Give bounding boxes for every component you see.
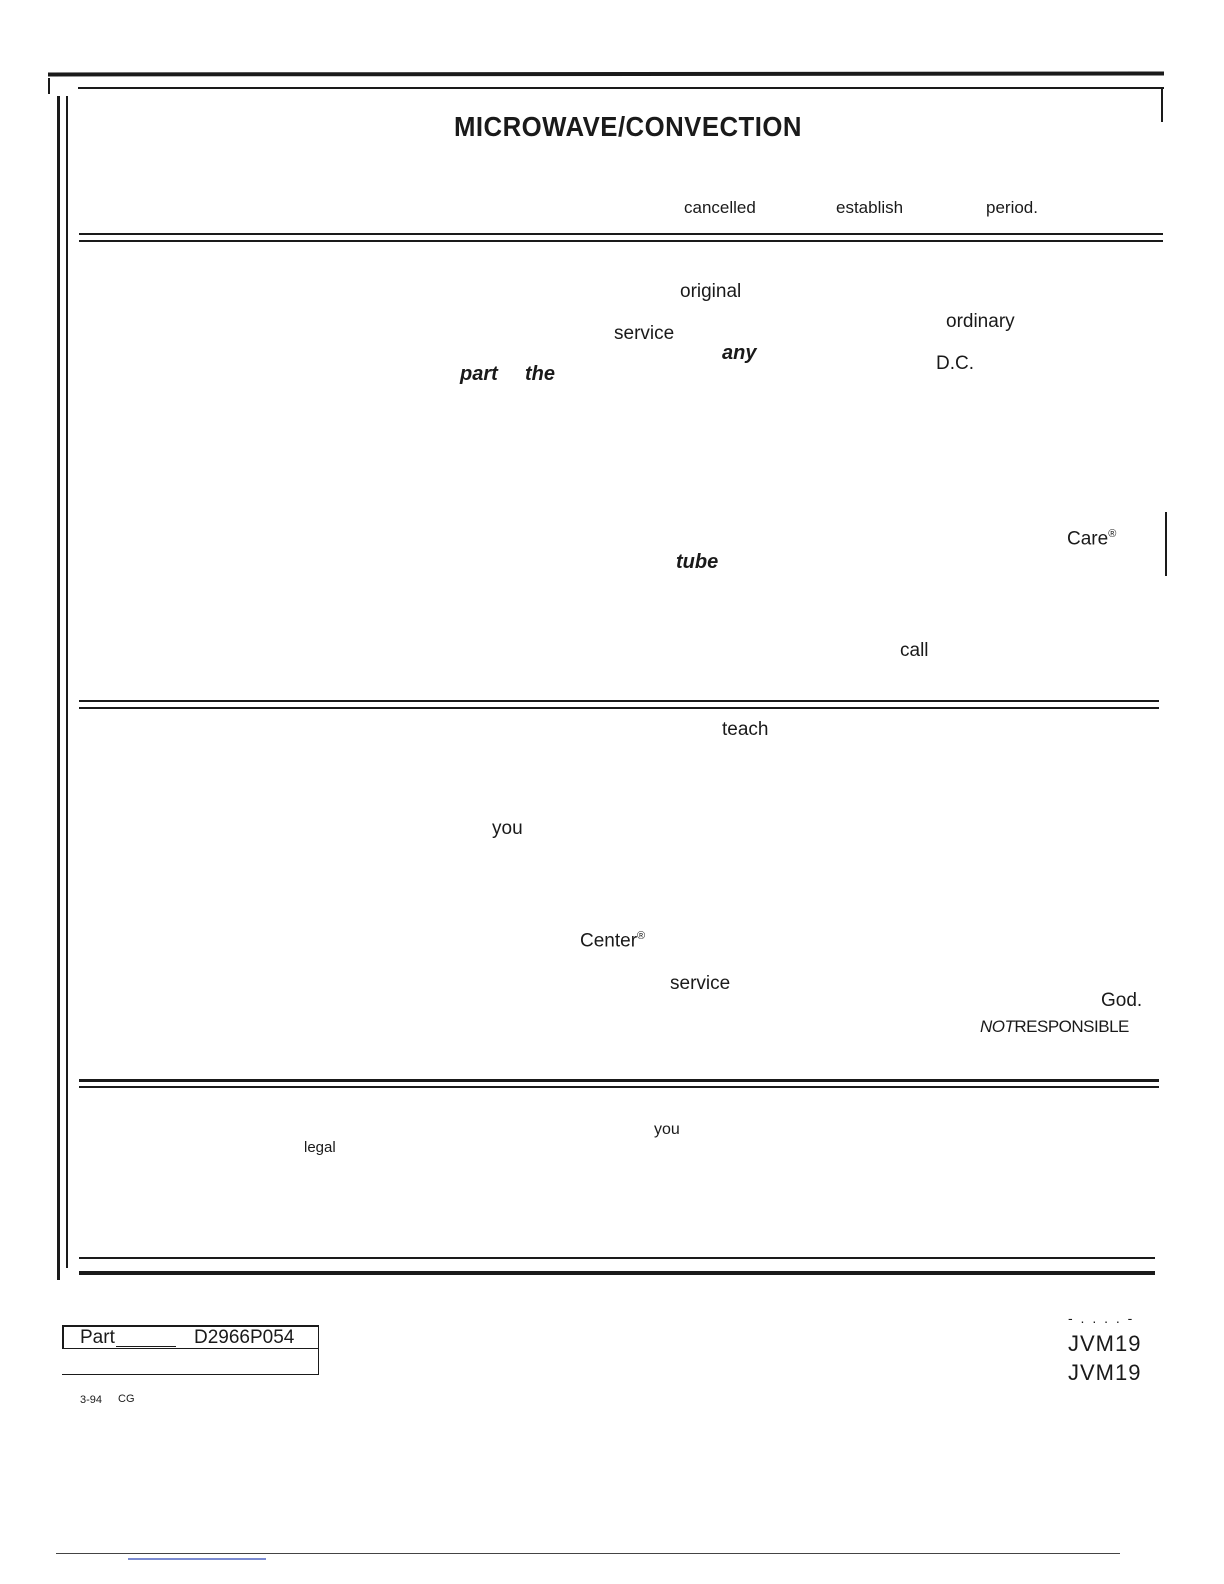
part-number: D2966P054 [194, 1327, 295, 1348]
word-teach: teach [722, 719, 769, 740]
word-center-text: Center [580, 930, 638, 952]
word-original: original [680, 281, 742, 302]
word-center [580, 930, 645, 952]
part-label: Part [80, 1327, 115, 1348]
bottom-rule-thin [79, 1257, 1155, 1259]
word-part: part [460, 363, 498, 385]
word-service-2: service [670, 973, 731, 994]
word-the: the [525, 363, 555, 385]
word-you: you [492, 818, 523, 839]
page-title: MICROWAVE/CONVECTION [454, 111, 802, 142]
word-any: any [722, 342, 757, 364]
bottom-scan-line [56, 1553, 1120, 1554]
registered-mark: ® [637, 930, 646, 942]
word-ordinary: ordinary [946, 311, 1015, 332]
section-divider-2b [79, 707, 1159, 709]
left-frame-inner [66, 96, 68, 1268]
word-not: NOT [980, 1017, 1015, 1036]
word-care-text: Care [1067, 528, 1109, 550]
section-divider-3a [79, 1079, 1159, 1082]
top-rule-thin [78, 87, 1164, 89]
right-top-tick [1161, 88, 1163, 122]
word-establish: establish [836, 198, 904, 217]
bottom-blue-mark [128, 1558, 266, 1560]
part-label-underline [116, 1346, 176, 1347]
word-service: service [614, 323, 675, 344]
section-divider-1a [79, 233, 1163, 235]
word-dc: D.C. [936, 353, 974, 374]
section-divider-2a [79, 700, 1159, 702]
word-god: God. [1101, 990, 1143, 1011]
top-left-tick [48, 78, 50, 94]
top-rule [48, 72, 1164, 77]
section-divider-1b [79, 240, 1163, 242]
section-divider-3b [79, 1086, 1159, 1088]
word-care [1067, 528, 1116, 550]
change-bar [1165, 512, 1167, 576]
word-you-2: you [654, 1121, 680, 1138]
word-legal: legal [304, 1139, 336, 1156]
word-call: call [900, 640, 929, 661]
bottom-rule-heavy [79, 1271, 1155, 1275]
not-responsible [980, 1017, 1129, 1037]
model-top-fragment: - . . . . - [1068, 1310, 1135, 1326]
model-number-1: JVM19 [1068, 1331, 1142, 1356]
left-frame-outer [57, 96, 60, 1280]
word-responsible: RESPONSIBLE [1014, 1017, 1129, 1036]
date-code: 3-94 [80, 1394, 103, 1406]
word-tube: tube [676, 551, 719, 573]
model-number-2: JVM19 [1068, 1360, 1142, 1385]
print-code: CG [118, 1393, 135, 1405]
word-cancelled: cancelled [684, 198, 756, 217]
word-period: period. [986, 198, 1038, 217]
registered-mark: ® [1108, 528, 1117, 540]
